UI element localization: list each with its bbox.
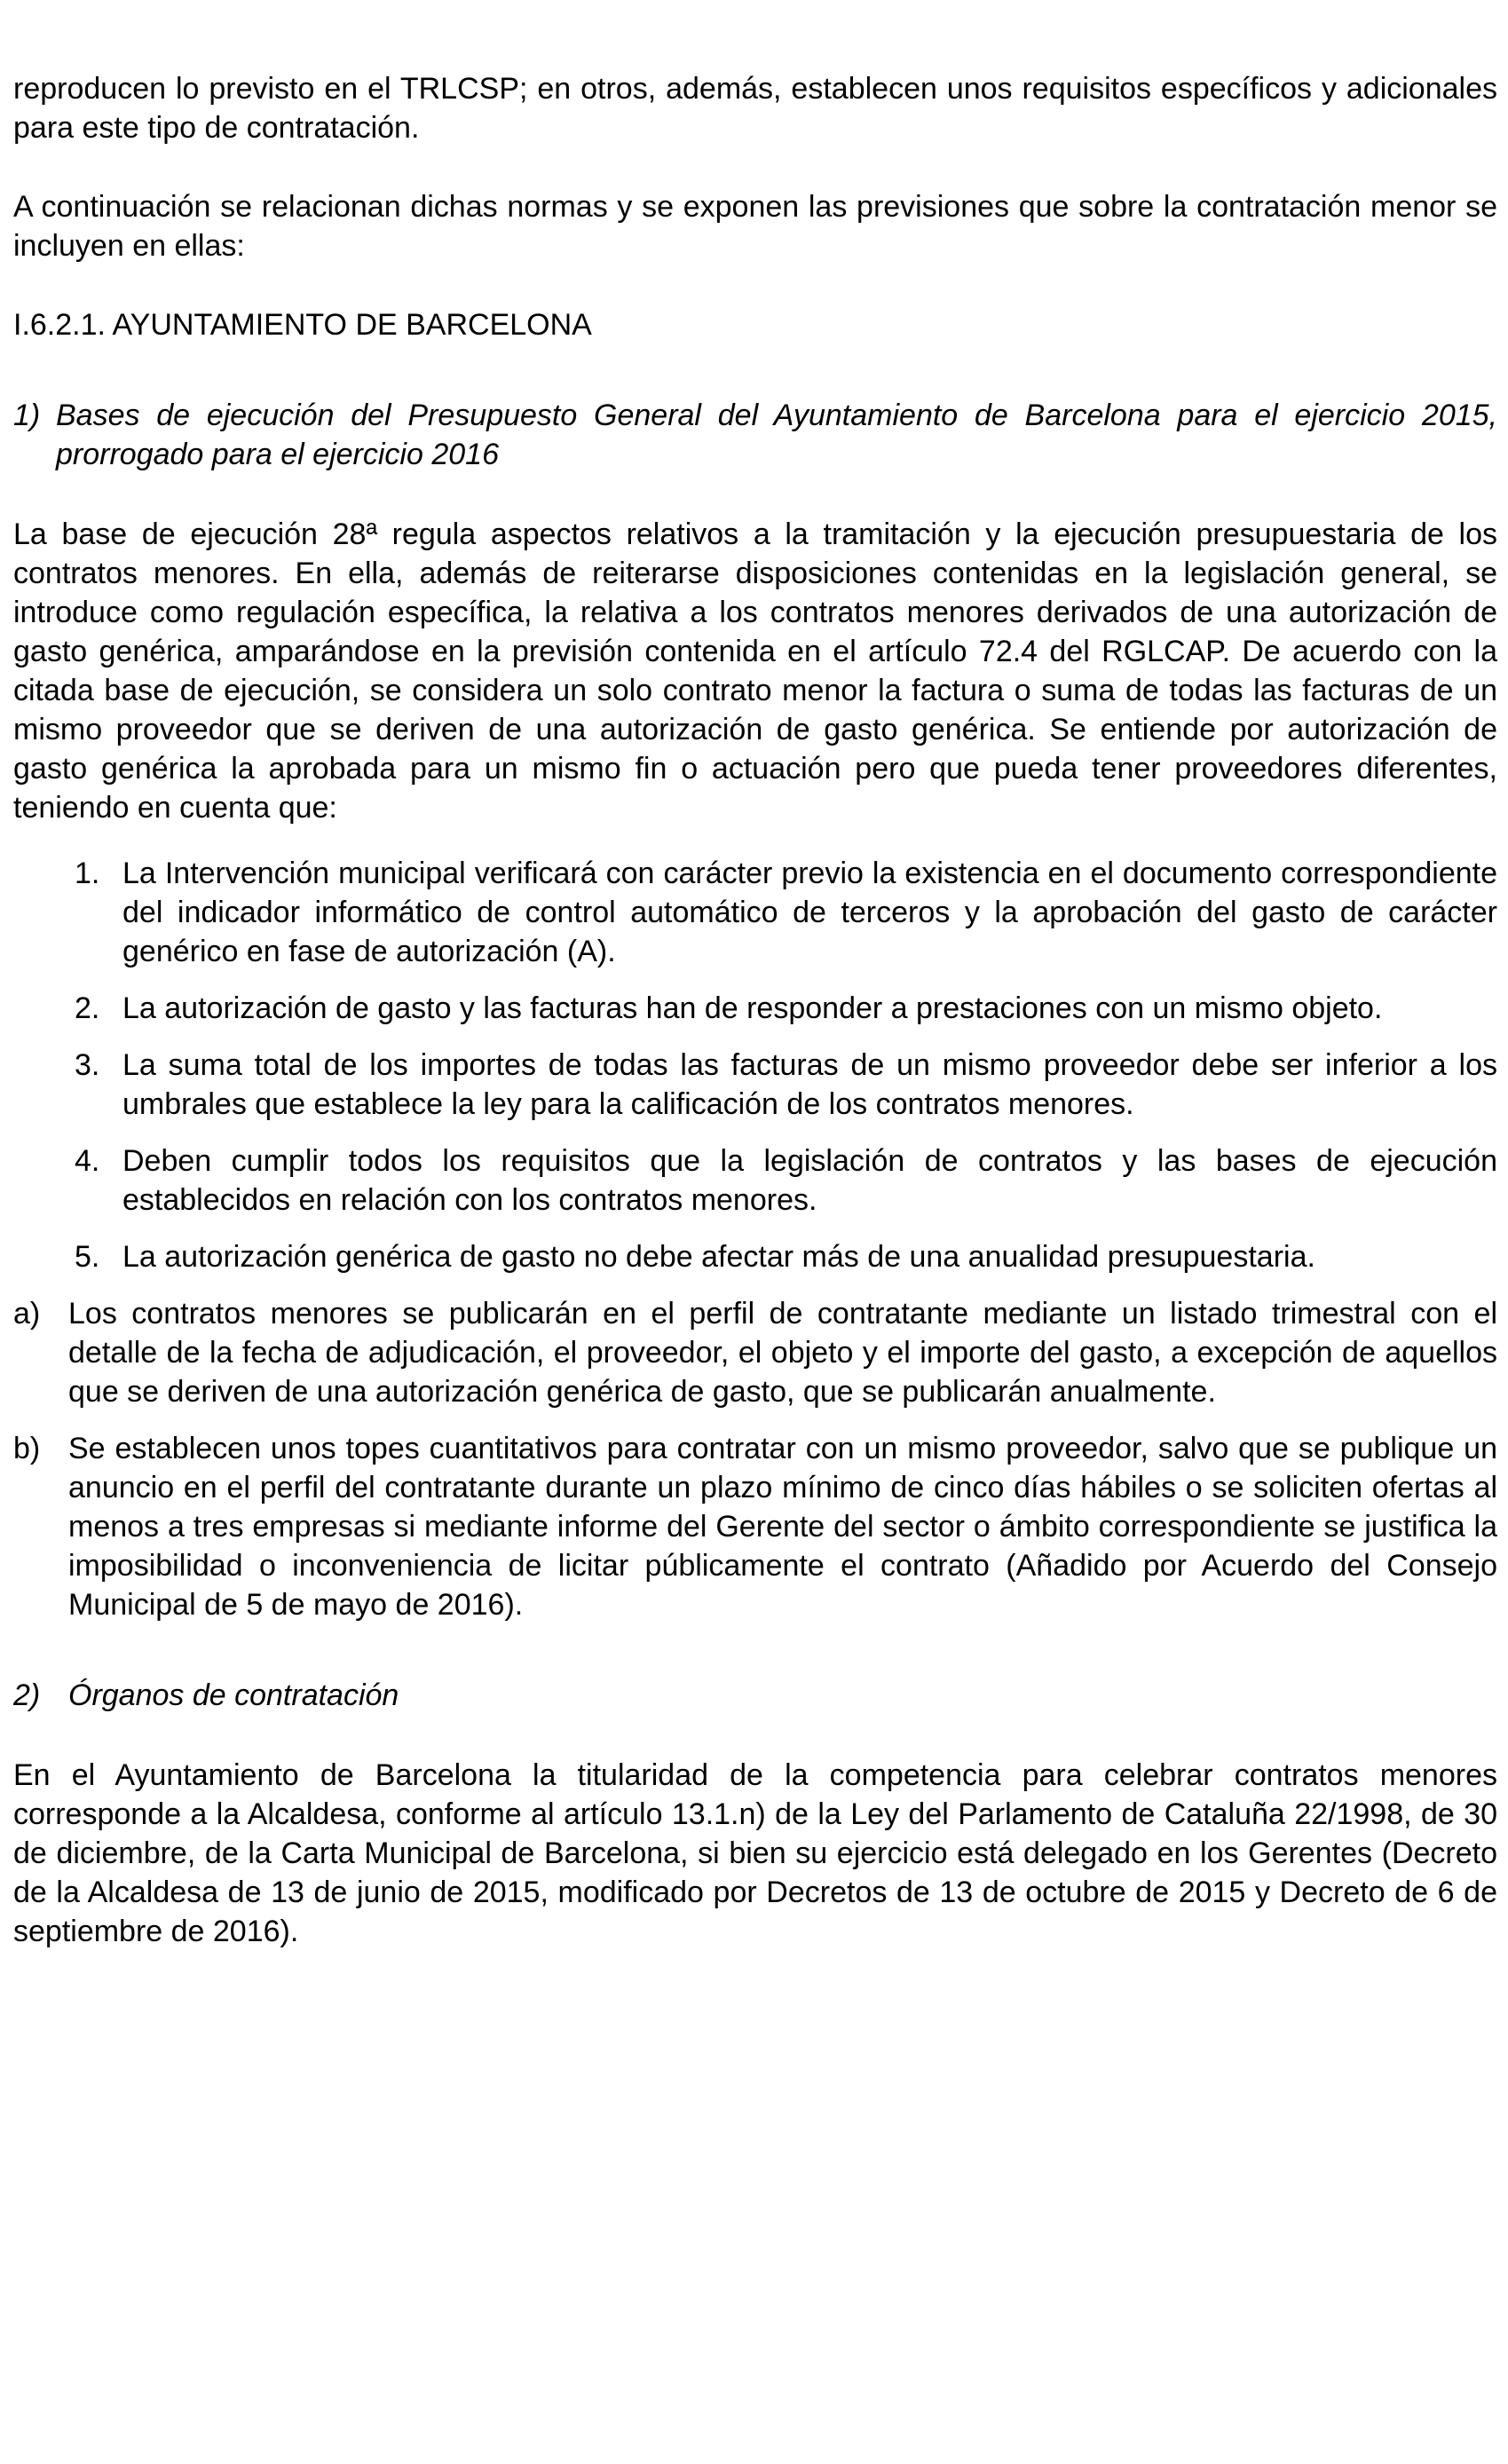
list-item [75, 854, 1497, 971]
list-item-text: La suma total de los importes de todas las facturas de un mismo proveedor debe ser inferior a los umbrales que establece la ley para la calificación de los contratos menores. [122, 1048, 1497, 1121]
list-item [75, 1141, 1497, 1220]
lettered-list [13, 1294, 1497, 1624]
section-heading: I.6.2.1. AYUNTAMIENTO DE BARCELONA [13, 308, 592, 342]
list-item [13, 1429, 1497, 1624]
list-item-text: La Intervención municipal verificará con carácter previo la existencia en el documento correspondiente del indicador informático de control automático de terceros y la aprobación del gasto de carácter genérico en fase de autorización (A). [122, 857, 1497, 968]
list-item-marker: 5. [75, 1240, 100, 1274]
list-item [75, 1046, 1497, 1124]
list-item-marker: 4. [75, 1144, 100, 1178]
intro-paragraph-1: reproducen lo previsto en el TRLCSP; en otros, además, establecen unos requisitos específicos y adicionales para este tipo de contratación. [13, 72, 1497, 145]
subsection-1-title-text: Bases de ejecución del Presupuesto General del Ayuntamiento de Barcelona para el ejercicio 2015, prorrogado para el ejercicio 2016 [56, 399, 1497, 471]
list-item-marker: 1. [75, 857, 100, 890]
subsection-2-number: 2) [13, 1678, 41, 1712]
intro-paragraph-2: A continuación se relacionan dichas normas y se exponen las previsiones que sobre la contratación menor se incluyen en ellas: [13, 190, 1497, 263]
subsection-1-title [13, 396, 1497, 474]
list-item-text: Deben cumplir todos los requisitos que la legislación de contratos y las bases de ejecución establecidos en relación con los contratos menores. [122, 1144, 1497, 1217]
list-item [13, 1294, 1497, 1411]
subsection-2-paragraph: En el Ayuntamiento de Barcelona la titularidad de la competencia para celebrar contratos menores corresponde a la Alcaldesa, conforme al artículo 13.1.n) de la Ley del Parlamento de Cataluña 22/1998, de 30 de diciembre, de la Carta Municipal de Barcelona, si bien su ejercicio está delegado en los Gerentes (Decreto de la Alcaldesa de 13 de junio de 2015, modificado por Decretos de 13 de octubre de 2015 y Decreto de 6 de septiembre de 2016). [13, 1758, 1497, 1948]
list-item-marker: 3. [75, 1048, 100, 1082]
list-item [75, 1237, 1497, 1276]
numbered-list [13, 854, 1497, 1276]
list-item [75, 989, 1497, 1028]
list-item-text: Los contratos menores se publicarán en el perfil de contratante mediante un listado trimestral con el detalle de la fecha de adjudicación, el proveedor, el objeto y el importe del gasto, a excepción de aquellos que se deriven de una autorización genérica de gasto, que se publicarán anualmente. [68, 1297, 1497, 1409]
subsection-2-title [13, 1676, 1497, 1715]
subsection-2-title-text: Órganos de contratación [68, 1678, 399, 1712]
subsection-1-number: 1) [13, 399, 41, 432]
list-item-marker: b) [13, 1432, 41, 1465]
subsection-1-paragraph: La base de ejecución 28ª regula aspectos relativos a la tramitación y la ejecución presupuestaria de los contratos menores. En ella, además de reiterarse disposiciones contenidas en la legislación general, se introduce como regulación específica, la relativa a los contratos menores derivados de una autorización de gasto genérica, amparándose en la previsión contenida en el artículo 72.4 del RGLCAP. De acuerdo con la citada base de ejecución, se considera un solo contrato menor la factura o suma de todas las facturas de un mismo proveedor que se deriven de una autorización de gasto genérica. Se entiende por autorización de gasto genérica la aprobada para un mismo fin o actuación pero que pueda tener proveedores diferentes, teniendo en cuenta que: [13, 517, 1497, 825]
list-item-text: Se establecen unos topes cuantitativos para contratar con un mismo proveedor, salvo que se publique un anuncio en el perfil del contratante durante un plazo mínimo de cinco días hábiles o se soliciten ofertas al menos a tres empresas si mediante informe del Gerente del sector o ámbito correspondiente se justifica la imposibilidad o inconveniencia de licitar públicamente el contrato (Añadido por Acuerdo del Consejo Municipal de 5 de mayo de 2016). [68, 1432, 1497, 1622]
list-item-text: La autorización de gasto y las facturas han de responder a prestaciones con un mismo objeto. [122, 991, 1383, 1025]
list-item-marker: 2. [75, 991, 100, 1025]
document-page [13, 69, 1497, 1978]
list-item-marker: a) [13, 1297, 41, 1331]
list-item-text: La autorización genérica de gasto no debe afectar más de una anualidad presupuestaria. [122, 1240, 1315, 1274]
